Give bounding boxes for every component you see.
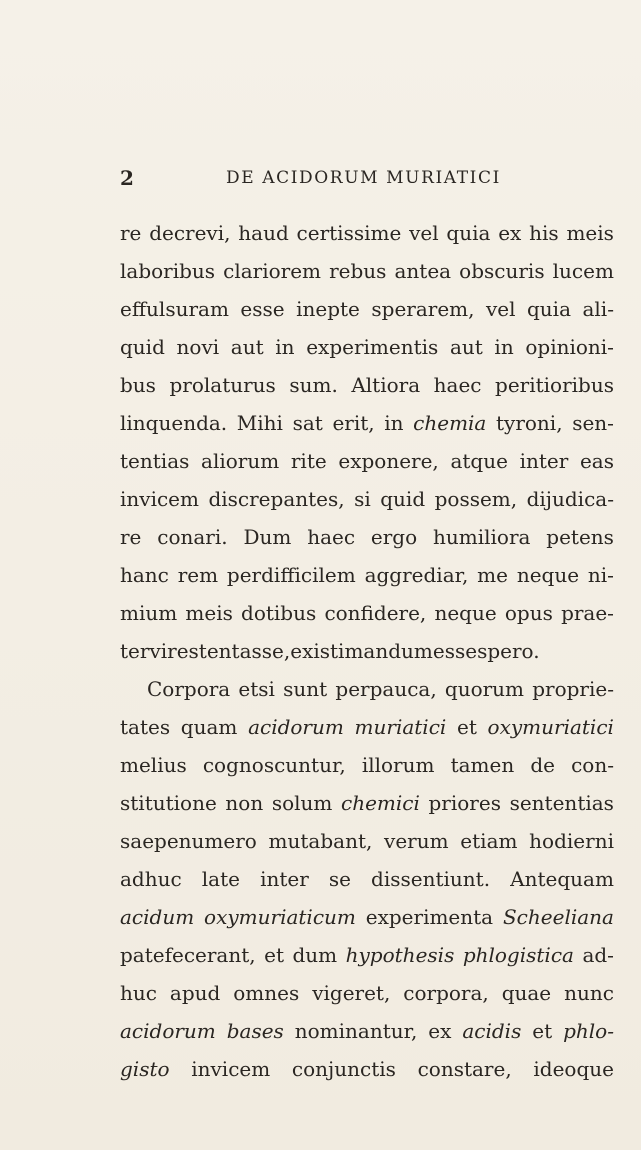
- word: Antequam: [510, 867, 614, 891]
- word: confidere,: [324, 601, 427, 625]
- word: discrepantes,: [208, 487, 345, 511]
- word: humiliora: [432, 525, 531, 549]
- word: perpauca,: [335, 677, 437, 701]
- word: ideoque: [533, 1057, 614, 1081]
- word: constare,: [417, 1057, 512, 1081]
- word: si: [354, 487, 371, 511]
- text-line: [120, 366, 614, 404]
- word: inter: [260, 867, 309, 891]
- word: sententias: [509, 791, 614, 815]
- text-line: [120, 860, 614, 898]
- word: tentias: [120, 449, 190, 473]
- word: eas: [579, 449, 614, 473]
- italic-word: phlo-: [563, 1019, 614, 1043]
- word: inepte: [296, 297, 360, 321]
- word: adhuc: [120, 867, 182, 891]
- word: aggrediar,: [364, 563, 469, 587]
- word: opinioni-: [525, 335, 614, 359]
- word: verum: [384, 829, 449, 853]
- word: existimandum: [290, 639, 433, 663]
- word: sen-: [572, 411, 614, 435]
- word: laboribus: [120, 259, 216, 283]
- word: aut: [230, 335, 264, 359]
- word: prolaturus: [169, 373, 276, 397]
- word: conari.: [157, 525, 228, 549]
- word: quorum: [444, 677, 525, 701]
- word: peritioribus: [495, 373, 614, 397]
- italic-word: oxymuriaticum: [204, 905, 356, 929]
- word: vigeret,: [312, 981, 391, 1005]
- word: dotibus: [241, 601, 317, 625]
- word: sat: [292, 411, 323, 435]
- word: mutabant,: [268, 829, 373, 853]
- word: quam: [180, 715, 238, 739]
- word: me: [477, 563, 508, 587]
- text-line: [120, 1050, 614, 1088]
- word: et: [264, 943, 284, 967]
- word: ali-: [582, 297, 614, 321]
- word: ad-: [582, 943, 614, 967]
- text-line: [120, 784, 614, 822]
- word: Mihi: [236, 411, 283, 435]
- word: opus: [504, 601, 553, 625]
- word: rebus: [329, 259, 387, 283]
- word: melius: [120, 753, 187, 777]
- word: quae: [501, 981, 552, 1005]
- italic-word: Scheeliana: [502, 905, 614, 929]
- word: haud: [238, 221, 289, 245]
- word: apud: [169, 981, 221, 1005]
- text-line: [120, 746, 614, 784]
- word: et: [456, 715, 477, 739]
- italic-word: oxymuriatici: [487, 715, 614, 739]
- word: con-: [571, 753, 614, 777]
- text-line: [120, 632, 614, 670]
- text-line: [120, 518, 614, 556]
- word: etsi: [238, 677, 275, 701]
- page-number: 2: [120, 166, 134, 190]
- word: omnes: [233, 981, 300, 1005]
- running-head: DE ACIDORUM MURIATICI: [226, 168, 501, 188]
- word: corpora,: [403, 981, 489, 1005]
- text-line: [120, 708, 614, 746]
- word: inter: [519, 449, 569, 473]
- word: meis: [185, 601, 233, 625]
- text-line: [120, 252, 614, 290]
- italic-word: acidorum: [248, 715, 344, 739]
- word: conjunctis: [291, 1057, 396, 1081]
- italic-word: hypothesis: [345, 943, 455, 967]
- word: invicem: [191, 1057, 271, 1081]
- italic-word: chemia: [413, 411, 487, 435]
- page-header: [120, 166, 611, 190]
- word: stitutione: [120, 791, 217, 815]
- italic-word: gisto: [120, 1057, 170, 1081]
- word: tentasse,: [198, 639, 291, 663]
- word: prae-: [561, 601, 614, 625]
- word: petens: [546, 525, 614, 549]
- word: ex: [428, 1019, 452, 1043]
- text-line: [120, 214, 614, 252]
- word: esse: [432, 639, 478, 663]
- text-line: [120, 1012, 614, 1050]
- word: tamen: [450, 753, 515, 777]
- word: tates: [120, 715, 171, 739]
- word: etiam: [460, 829, 518, 853]
- italic-word: chemici: [341, 791, 420, 815]
- text-line: [120, 898, 614, 936]
- word: patefecerant,: [120, 943, 256, 967]
- word: quia: [526, 297, 571, 321]
- word: spero.: [477, 639, 540, 663]
- word: his: [529, 221, 559, 245]
- word: aut: [449, 335, 483, 359]
- word: tyroni,: [495, 411, 563, 435]
- body-text: [120, 214, 614, 1088]
- word: experimenta: [365, 905, 494, 929]
- word: re: [120, 525, 142, 549]
- word: vires: [149, 639, 199, 663]
- word: clariorem: [223, 259, 322, 283]
- word: re: [120, 221, 142, 245]
- word: experimentis: [306, 335, 439, 359]
- word: rite: [290, 449, 327, 473]
- word: decrevi,: [149, 221, 231, 245]
- word: esse: [240, 297, 285, 321]
- word: nunc: [564, 981, 614, 1005]
- word: hodierni: [529, 829, 614, 853]
- text-line: [120, 670, 614, 708]
- word: perdifficilem: [226, 563, 356, 587]
- word: possem,: [434, 487, 518, 511]
- word: se: [328, 867, 351, 891]
- word: ni-: [587, 563, 614, 587]
- word: dissentiunt.: [371, 867, 491, 891]
- text-line: [120, 936, 614, 974]
- word: Dum: [243, 525, 292, 549]
- word: novi: [176, 335, 220, 359]
- word: late: [201, 867, 240, 891]
- word: quia: [446, 221, 491, 245]
- word: vel: [409, 221, 439, 245]
- word: Corpora: [147, 677, 231, 701]
- italic-word: acidis: [462, 1019, 522, 1043]
- word: ex: [498, 221, 522, 245]
- italic-word: acidorum: [120, 1019, 216, 1043]
- italic-word: bases: [226, 1019, 284, 1043]
- word: quid: [120, 335, 165, 359]
- word: nominantur,: [294, 1019, 418, 1043]
- word: quid: [380, 487, 426, 511]
- word: Altiora: [351, 373, 421, 397]
- word: solum: [271, 791, 333, 815]
- word: aliorum: [201, 449, 280, 473]
- word: obscuris: [459, 259, 545, 283]
- word: haec: [307, 525, 356, 549]
- word: lucem: [552, 259, 614, 283]
- italic-word: acidum: [120, 905, 195, 929]
- text-line: [120, 328, 614, 366]
- word: exponere,: [338, 449, 439, 473]
- text-line: [120, 822, 614, 860]
- word: linquenda.: [120, 411, 228, 435]
- text-line: [120, 556, 614, 594]
- word: sum.: [289, 373, 338, 397]
- word: de: [530, 753, 555, 777]
- word: rem: [177, 563, 219, 587]
- word: meis: [566, 221, 614, 245]
- italic-word: phlogistica: [462, 943, 574, 967]
- text-line: [120, 480, 614, 518]
- text-line: [120, 404, 614, 442]
- word: vel: [485, 297, 516, 321]
- word: certissime: [296, 221, 402, 245]
- word: neque: [434, 601, 497, 625]
- word: priores: [428, 791, 501, 815]
- word: illorum: [361, 753, 435, 777]
- text-line: [120, 974, 614, 1012]
- word: invicem: [120, 487, 199, 511]
- word: atque: [450, 449, 508, 473]
- word: neque: [516, 563, 580, 587]
- word: saepenumero: [120, 829, 257, 853]
- word: antea: [394, 259, 452, 283]
- text-line: [120, 290, 614, 328]
- word: sperarem,: [371, 297, 475, 321]
- word: ergo: [370, 525, 418, 549]
- word: in: [494, 335, 514, 359]
- word: ter: [120, 639, 150, 663]
- word: sunt: [283, 677, 328, 701]
- word: in: [275, 335, 295, 359]
- word: bus: [120, 373, 156, 397]
- word: in: [384, 411, 404, 435]
- word: proprie-: [532, 677, 614, 701]
- word: haec: [433, 373, 482, 397]
- text-line: [120, 594, 614, 632]
- word: non: [225, 791, 264, 815]
- word: dijudica-: [526, 487, 614, 511]
- word: erit,: [332, 411, 375, 435]
- word: et: [532, 1019, 553, 1043]
- word: cognoscuntur,: [202, 753, 346, 777]
- word: dum: [292, 943, 338, 967]
- word: mium: [120, 601, 178, 625]
- word: effulsuram: [120, 297, 229, 321]
- text-line: [120, 442, 614, 480]
- italic-word: muriatici: [354, 715, 447, 739]
- word: huc: [120, 981, 157, 1005]
- word: hanc: [120, 563, 169, 587]
